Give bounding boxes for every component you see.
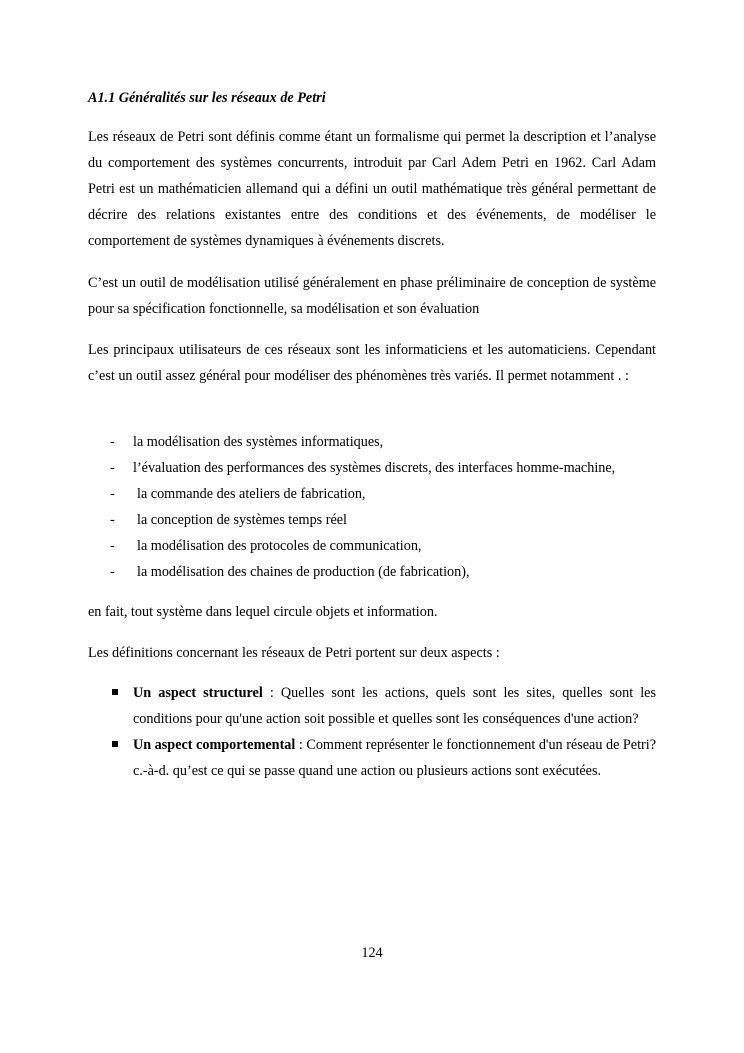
list-item <box>88 533 656 559</box>
section-heading: A1.1 Généralités sur les réseaux de Petri <box>88 90 326 106</box>
page-number: 124 <box>361 945 383 961</box>
list-item <box>88 507 656 533</box>
list-item <box>88 455 656 481</box>
list-item <box>88 559 656 585</box>
dash-bullet: - <box>110 564 115 580</box>
list-item-text: l’évaluation des performances des systèmes discrets, des interfaces homme-machine, <box>133 460 616 476</box>
list-item <box>88 429 656 455</box>
paragraph-intro: Les réseaux de Petri sont définis comme étant un formalisme qui permet la description et l’analyse du comportement des systèmes concurrents, introduit par Carl Adem Petri en 1962. Carl Adam Petri est un mathématicien allemand qui a défini un outil mathématique très général permettant de décrire des relations existantes entre des conditions et des événements, de modéliser le comportement de systèmes dynamiques à événements discrets. <box>88 129 656 249</box>
aspect-term: Un aspect structurel <box>133 685 263 701</box>
list-item-text: la commande des ateliers de fabrication, <box>137 486 366 502</box>
list-item-text: la modélisation des protocoles de communication, <box>137 538 422 554</box>
list-item-text: la conception de systèmes temps réel <box>137 512 347 528</box>
dash-bullet: - <box>110 460 115 476</box>
list-item <box>88 732 656 784</box>
list-item <box>88 680 656 732</box>
paragraph-in-fact: en fait, tout système dans lequel circule objets et information. <box>88 604 438 620</box>
aspect-term: Un aspect comportemental <box>133 737 296 753</box>
aspect-description: : Comment représenter le fonctionnement d'un réseau de Petri? c.-à-d. qu’est ce qui se passe quand une action ou plusieurs actions sont exécutées. <box>133 737 657 779</box>
applications-list <box>88 429 656 585</box>
aspects-list <box>88 680 656 784</box>
list-item <box>88 481 656 507</box>
dash-bullet: - <box>110 486 115 502</box>
dash-bullet: - <box>110 538 115 554</box>
list-item-text: la modélisation des systèmes informatiques, <box>133 434 384 450</box>
square-bullet-icon <box>112 689 118 695</box>
dash-bullet: - <box>110 512 115 528</box>
square-bullet-icon <box>112 741 118 747</box>
paragraph-users: Les principaux utilisateurs de ces réseaux sont les informaticiens et les automaticiens. Cependant c’est un outil assez général pour modéliser des phénomènes très variés. Il permet notamment . : <box>88 342 656 384</box>
dash-bullet: - <box>110 434 115 450</box>
aspect-description: : Quelles sont les actions, quels sont les sites, quelles sont les conditions pour qu'une action soit possible et quelles sont les conséquences d'une action? <box>133 685 656 727</box>
paragraph-modeling-tool: C’est un outil de modélisation utilisé généralement en phase préliminaire de conception de système pour sa spécification fonctionnelle, sa modélisation et son évaluation <box>88 275 656 317</box>
paragraph-definitions: Les définitions concernant les réseaux de Petri portent sur deux aspects : <box>88 645 500 661</box>
list-item-text: la modélisation des chaines de production (de fabrication), <box>137 564 470 580</box>
